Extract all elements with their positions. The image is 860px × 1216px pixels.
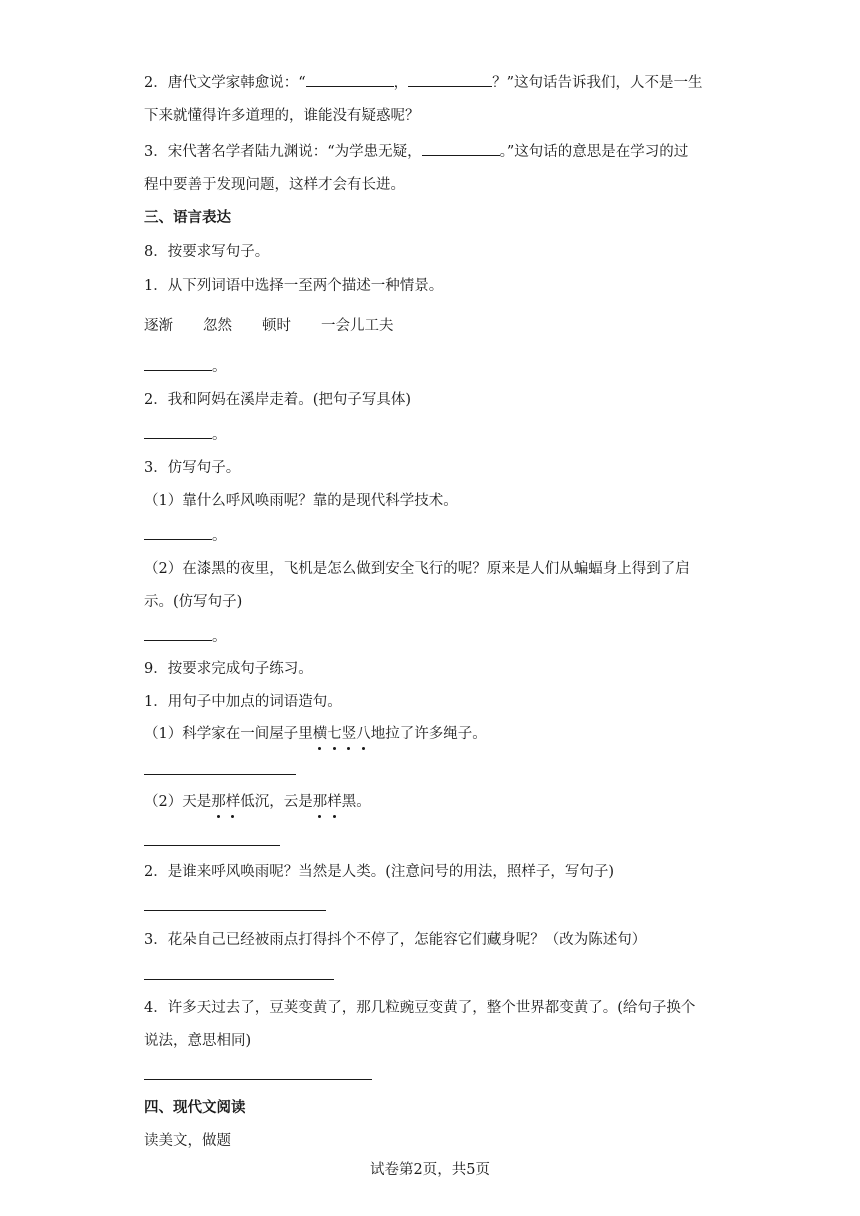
- answer-blank[interactable]: [144, 626, 212, 641]
- answer-rule[interactable]: [144, 774, 296, 775]
- emphasis-char: 样: [327, 794, 342, 810]
- answer-line: 。: [144, 626, 227, 647]
- answer-line: 。: [144, 525, 227, 546]
- answer-rule[interactable]: [144, 1079, 372, 1080]
- q9-1-2-sentence: （2）天是那样低沉，云是那样黑。: [144, 794, 371, 810]
- q8-3-2-line1: （2）在漆黑的夜里，飞机是怎么做到安全飞行的呢？原来是人们从蝙蝠身上得到了启: [144, 561, 690, 577]
- section-title: 三、语言表达: [144, 209, 231, 226]
- q9-1-prompt: 1．用句子中加点的词语造句。: [144, 694, 342, 710]
- q3-line2: 程中要善于发现问题，这样才会有长进。: [144, 177, 405, 193]
- emphasis-char: 那: [211, 794, 226, 810]
- reading-intro: 读美文，做题: [144, 1133, 231, 1149]
- emphasis-char: 七: [327, 726, 342, 742]
- q8-2-prompt: 2．我和阿妈在溪岸走着。(把句子写具体): [144, 392, 412, 408]
- answer-blank[interactable]: [422, 141, 500, 156]
- emphasis-char: 那: [312, 794, 328, 810]
- answer-blank[interactable]: [144, 356, 212, 371]
- q9-1-1-sentence: （1）科学家在一间屋子里横七竖八地拉了许多绳子。: [144, 726, 487, 742]
- q9-4-line1: 4．许多天过去了，豆荚变黄了，那几粒豌豆变黄了，整个世界都变黄了。(给句子换个: [144, 1000, 696, 1016]
- emphasis-char: 横: [312, 726, 328, 742]
- section-title: 四、现代文阅读: [144, 1099, 246, 1116]
- answer-line: 。: [144, 424, 227, 445]
- question-title: 8．按要求写句子。: [144, 244, 270, 260]
- q9-2-prompt: 2．是谁来呼风唤雨呢？当然是人类。(注意问号的用法，照样子，写句子): [144, 864, 615, 880]
- q9-3-prompt: 3．花朵自己已经被雨点打得抖个不停了，怎能容它们藏身呢？（改为陈述句）: [144, 932, 647, 948]
- q8-3-1-prompt: （1）靠什么呼风唤雨呢？靠的是现代科学技术。: [144, 493, 458, 509]
- answer-line: 。: [144, 356, 227, 377]
- word-item: 逐渐: [144, 318, 173, 334]
- q2-line2: 下来就懂得许多道理的，谁能没有疑惑呢？: [144, 108, 420, 124]
- word-item: 一会儿工夫: [321, 318, 394, 334]
- word-item: 顿时: [262, 318, 291, 334]
- q8-1-prompt: 1．从下列词语中选择一至两个描述一种情景。: [144, 278, 444, 294]
- word-item: 忽然: [203, 318, 232, 334]
- answer-blank[interactable]: [408, 72, 492, 87]
- answer-blank[interactable]: [306, 72, 394, 87]
- page-footer: 试卷第2页，共5页: [370, 1162, 490, 1178]
- answer-blank[interactable]: [144, 525, 212, 540]
- q8-3-2-line2: 示。(仿写句子): [144, 594, 243, 610]
- answer-blank[interactable]: [144, 424, 212, 439]
- answer-rule[interactable]: [144, 845, 280, 846]
- word-list: [144, 316, 424, 336]
- q2-line1: 2．唐代文学家韩愈说：“ ， ？”这句话告诉我们，人不是一生: [144, 72, 703, 93]
- q9-4-line2: 说法，意思相同): [144, 1033, 252, 1049]
- q8-3-prompt: 3．仿写句子。: [144, 460, 241, 476]
- emphasis-char: 八: [356, 726, 371, 742]
- emphasis-char: 竖: [341, 726, 357, 742]
- q3-line1: 3．宋代著名学者陆九渊说：“为学患无疑， 。”这句话的意思是在学习的过: [144, 141, 688, 162]
- question-title: 9．按要求完成句子练习。: [144, 661, 313, 677]
- answer-rule[interactable]: [144, 910, 326, 911]
- answer-rule[interactable]: [144, 979, 334, 980]
- emphasis-char: 样: [225, 794, 241, 810]
